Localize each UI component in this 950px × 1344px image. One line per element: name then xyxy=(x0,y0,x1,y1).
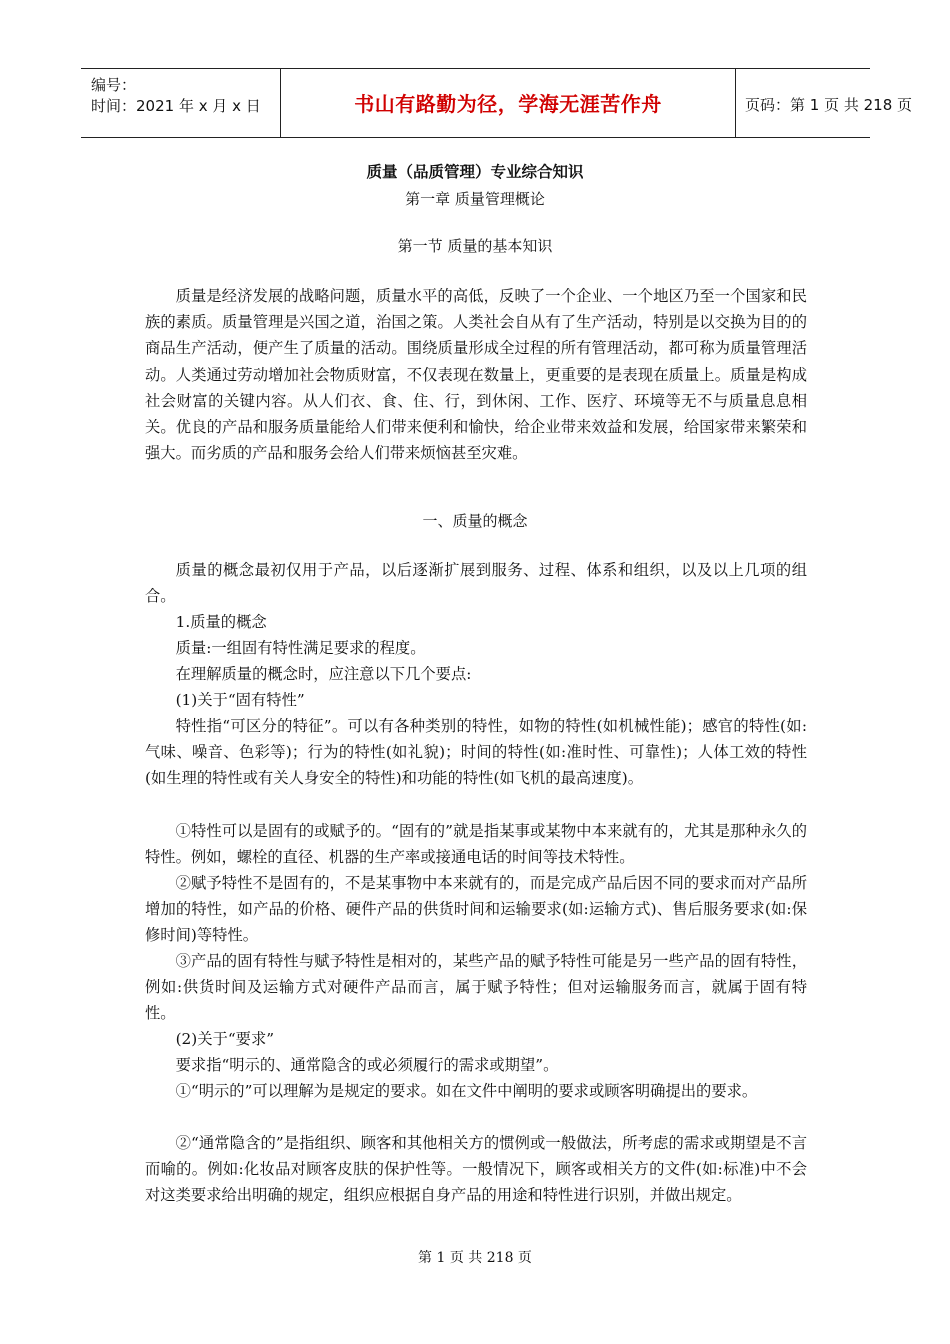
characteristic-point-1: ①特性可以是固有的或赋予的。“固有的”就是指某事或某物中本来就有的，尤其是那种永久的特性。例如，螺栓的直径、机器的生产率或接通电话的时间等技术特性。 xyxy=(145,822,807,867)
header-page-info: 页码：第 1 页 共 218 页 xyxy=(745,96,913,114)
header-motto: 书山有路勤为径，学海无涯苦作舟 xyxy=(354,92,662,116)
item-heading-2: (2)关于“要求” xyxy=(175,1030,275,1048)
header-motto-cell xyxy=(281,69,736,137)
doc-number-label: 编号： xyxy=(91,76,137,94)
item-heading-1: (1)关于“固有特性” xyxy=(175,691,305,709)
document-header xyxy=(81,68,913,138)
chapter-heading: 第一章 质量管理概论 xyxy=(405,190,545,208)
header-meta-cell xyxy=(81,69,281,137)
requirement-point-1: ①“明示的”可以理解为是规定的要求。如在文件中阐明的要求或顾客明确提出的要求。 xyxy=(175,1082,758,1100)
requirement-point-2: ②“通常隐含的”是指组织、顾客和其他相关方的惯例或一般做法，所考虑的需求或期望是不言而喻的。例如:化妆品对顾客皮肤的保护性等。一般情况下，顾客或相关方的文件(如:标准)中不会对这类要求给出明确的规定，组织应根据自身产品的用途和特性进行识别，并做出规定。 xyxy=(145,1134,807,1205)
page-footer: 第 1 页 共 218 页 xyxy=(418,1250,532,1266)
characteristic-paragraph: 特性指“可区分的特征”。可以有各种类别的特性，如物的特性(如机械性能)；感官的特性(如:气味、噪音、色彩等)；行为的特性(如礼貌)；时间的特性(如:准时性、可靠性)；人体工效的特性(如生理的特性或有关人身安全的特性)和功能的特性(如飞机的最高速度)。 xyxy=(145,717,807,788)
header-page-cell xyxy=(736,69,913,137)
definition-line: 质量:一组固有特性满足要求的程度。 xyxy=(175,639,426,657)
intro-paragraph: 质量是经济发展的战略问题，质量水平的高低，反映了一个企业、一个地区乃至一个国家和民族的素质。质量管理是兴国之道，治国之策。人类社会自从有了生产活动，特别是以交换为目的的商品生产活动，便产生了质量的活动。围绕质量形成全过程的所有管理活动，都可称为质量管理活动。人类通过劳动增加社会物质财富，不仅表现在数量上，更重要的是表现在质量上。质量是构成社会财富的关键内容。从人们衣、食、住、行，到休闲、工作、医疗、环境等无不与质量息息相关。优良的产品和服务质量能给人们带来便利和愉快，给企业带来效益和发展，给国家带来繁荣和强大。而劣质的产品和服务会给人们带来烦恼甚至灾难。 xyxy=(145,287,807,463)
numbered-heading: 1.质量的概念 xyxy=(175,613,267,631)
requirement-line: 要求指“明示的、通常隐含的或必须履行的需求或期望”。 xyxy=(175,1056,559,1074)
characteristic-point-2: ②赋予特性不是固有的，不是某事物中本来就有的，而是完成产品后因不同的要求而对产品所增加的特性，如产品的价格、硬件产品的供货时间和运输要求(如:运输方式)、售后服务要求(如:保修时间)等特性。 xyxy=(145,874,807,945)
concept-paragraph: 质量的概念最初仅用于产品，以后逐渐扩展到服务、过程、体系和组织，以及以上几项的组合。 xyxy=(145,561,807,606)
subsection-heading: 一、质量的概念 xyxy=(422,512,528,530)
points-line: 在理解质量的概念时，应注意以下几个要点: xyxy=(175,665,472,683)
doc-date-label: 时间：2021 年 x 月 x 日 xyxy=(91,97,261,115)
characteristic-point-3: ③产品的固有特性与赋予特性是相对的，某些产品的赋予特性可能是另一些产品的固有特性，例如:供货时间及运输方式对硬件产品而言，属于赋予特性；但对运输服务而言，就属于固有特性。 xyxy=(145,952,807,1023)
document-title: 质量（品质管理）专业综合知识 xyxy=(366,163,584,181)
section-heading: 第一节 质量的基本知识 xyxy=(397,237,553,255)
